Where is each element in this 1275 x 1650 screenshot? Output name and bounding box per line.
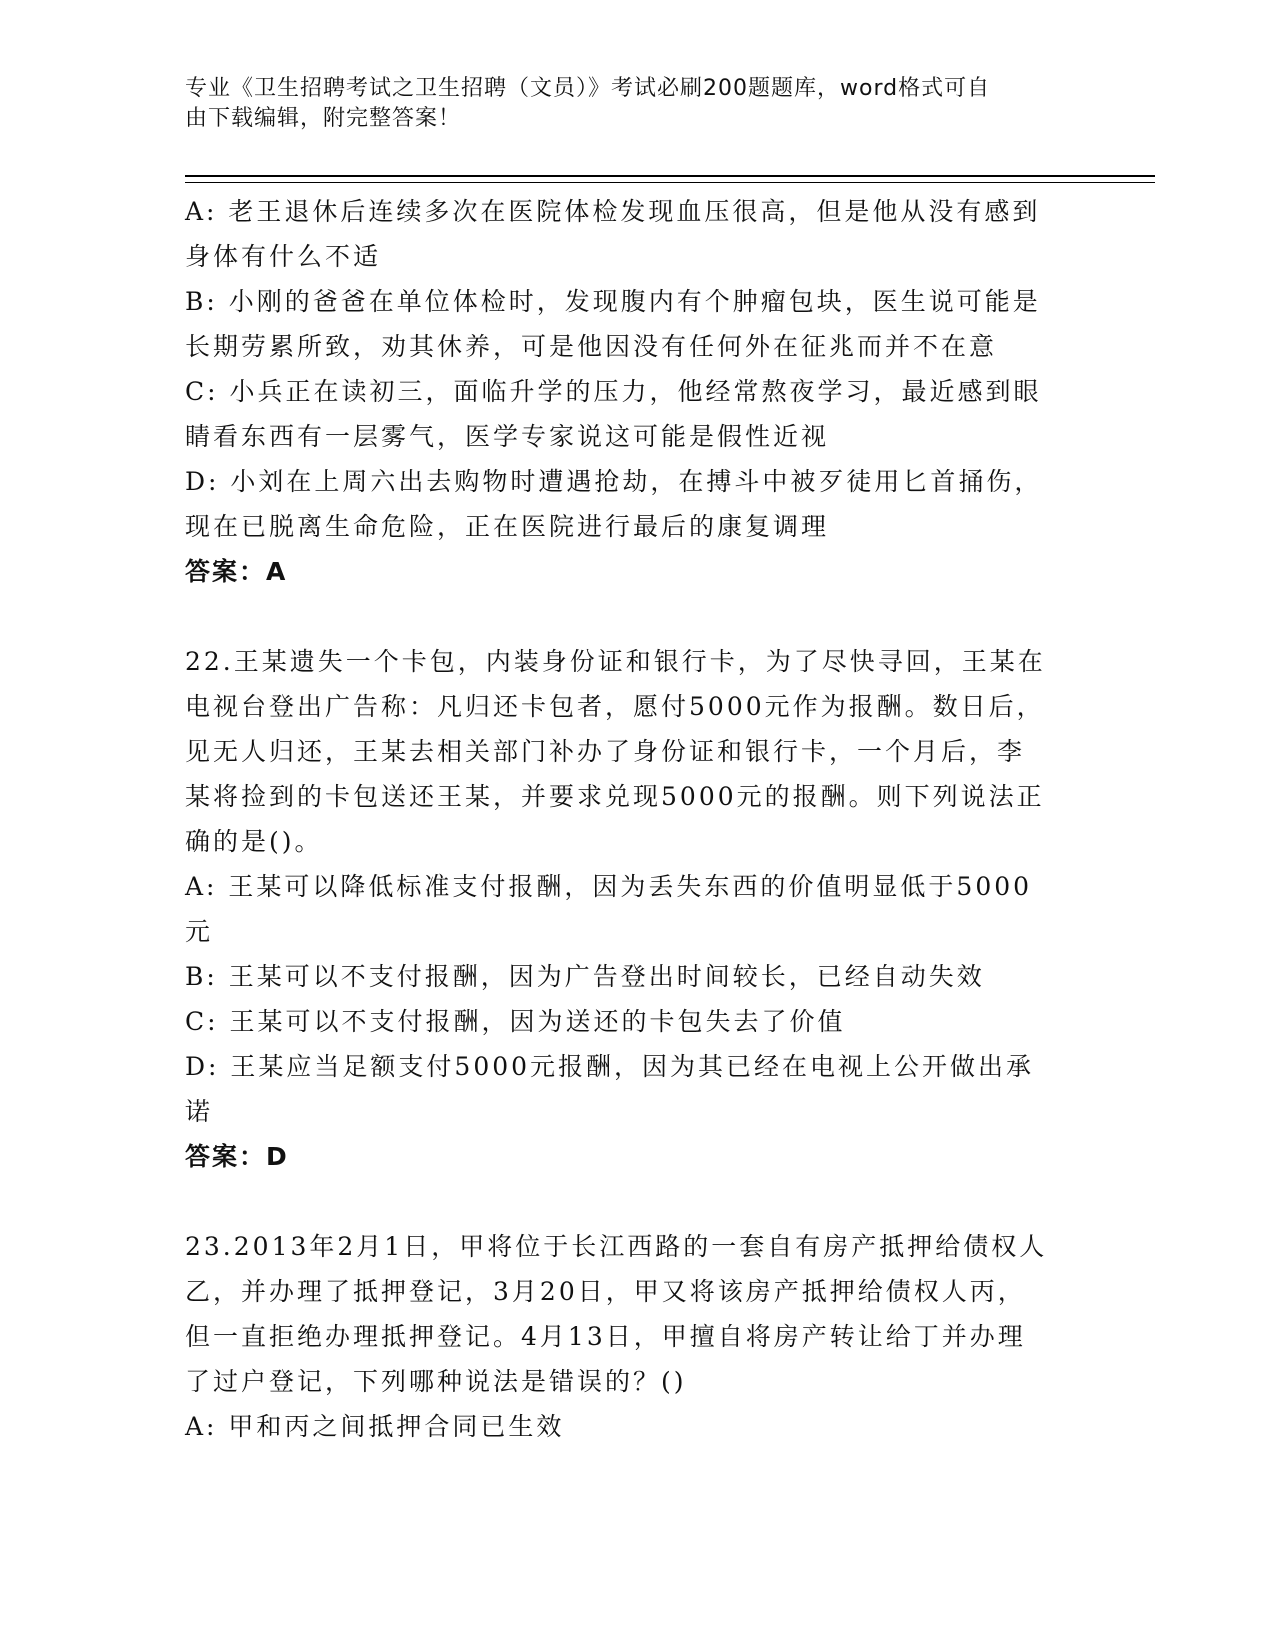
option-b (185, 954, 1075, 999)
header-line: 专业《卫生招聘考试之卫生招聘（文员）》考试必刷200题题库，word格式可自 (185, 76, 991, 101)
option-c (185, 369, 1075, 459)
option-line: A: 老王退休后连续多次在医院体检发现血压很高，但是他从没有感到 (185, 197, 1041, 226)
stem-line: 22.王某遗失一个卡包，内装身份证和银行卡，为了尽快寻回，王某在 (185, 647, 1046, 676)
option-a (185, 189, 1075, 279)
option-line: D: 小刘在上周六出去购物时遭遇抢劫，在搏斗中被歹徒用匕首捅伤， (185, 467, 1043, 496)
option-c (185, 999, 1075, 1044)
question-21 (185, 189, 1075, 594)
document-body (185, 189, 1075, 1449)
option-line: C: 小兵正在读初三，面临升学的压力，他经常熬夜学习，最近感到眼 (185, 377, 1042, 406)
option-d (185, 1044, 1075, 1134)
question-23 (185, 1224, 1075, 1449)
stem-line: 23.2013年2月1日，甲将位于长江西路的一套自有房产抵押给债权人 (185, 1232, 1048, 1261)
option-line: 长期劳累所致，劝其休养，可是他因没有任何外在征兆而并不在意 (185, 332, 998, 361)
header-divider-thin (185, 182, 1155, 183)
stem-line: 电视台登出广告称：凡归还卡包者，愿付5000元作为报酬。数日后， (185, 692, 1045, 721)
spacer (185, 594, 1075, 639)
stem-line: 确的是()。 (185, 827, 323, 856)
stem-line: 乙，并办理了抵押登记，3月20日，甲又将该房产抵押给债权人丙， (185, 1277, 1026, 1306)
option-line: A: 王某可以降低标准支付报酬，因为丢失东西的价值明显低于5000 (185, 872, 1033, 901)
option-line: B: 王某可以不支付报酬，因为广告登出时间较长，已经自动失效 (185, 962, 985, 991)
option-line: 身体有什么不适 (185, 242, 382, 271)
stem-line: 但一直拒绝办理抵押登记。4月13日，甲擅自将房产转让给丁并办理 (185, 1322, 1026, 1351)
stem-line: 某将捡到的卡包送还王某，并要求兑现5000元的报酬。则下列说法正 (185, 782, 1045, 811)
option-line: D: 王某应当足额支付5000元报酬，因为其已经在电视上公开做出承 (185, 1052, 1035, 1081)
option-line: 现在已脱离生命危险，正在医院进行最后的康复调理 (185, 512, 830, 541)
document-header (185, 74, 1065, 134)
option-b (185, 279, 1075, 369)
answer-label: 答案：A (185, 557, 288, 586)
option-line: A: 甲和丙之间抵押合同已生效 (185, 1412, 565, 1441)
option-a (185, 1404, 1075, 1449)
stem-line: 了过户登记，下列哪种说法是错误的？() (185, 1367, 687, 1396)
question-stem (185, 1224, 1075, 1404)
option-line: C: 王某可以不支付报酬，因为送还的卡包失去了价值 (185, 1007, 846, 1036)
option-a (185, 864, 1075, 954)
question-22 (185, 639, 1075, 1179)
header-divider-thick (185, 175, 1155, 177)
header-line: 由下载编辑，附完整答案！ (185, 106, 462, 131)
option-line: 睛看东西有一层雾气，医学专家说这可能是假性近视 (185, 422, 830, 451)
option-line: B: 小刚的爸爸在单位体检时，发现腹内有个肿瘤包块，医生说可能是 (185, 287, 1041, 316)
option-line: 诺 (185, 1097, 214, 1126)
option-line: 元 (185, 917, 214, 946)
option-d (185, 459, 1075, 549)
spacer (185, 1179, 1075, 1224)
question-stem (185, 639, 1075, 864)
answer-label: 答案：D (185, 1142, 289, 1171)
stem-line: 见无人归还，王某去相关部门补办了身份证和银行卡，一个月后，李 (185, 737, 1026, 766)
